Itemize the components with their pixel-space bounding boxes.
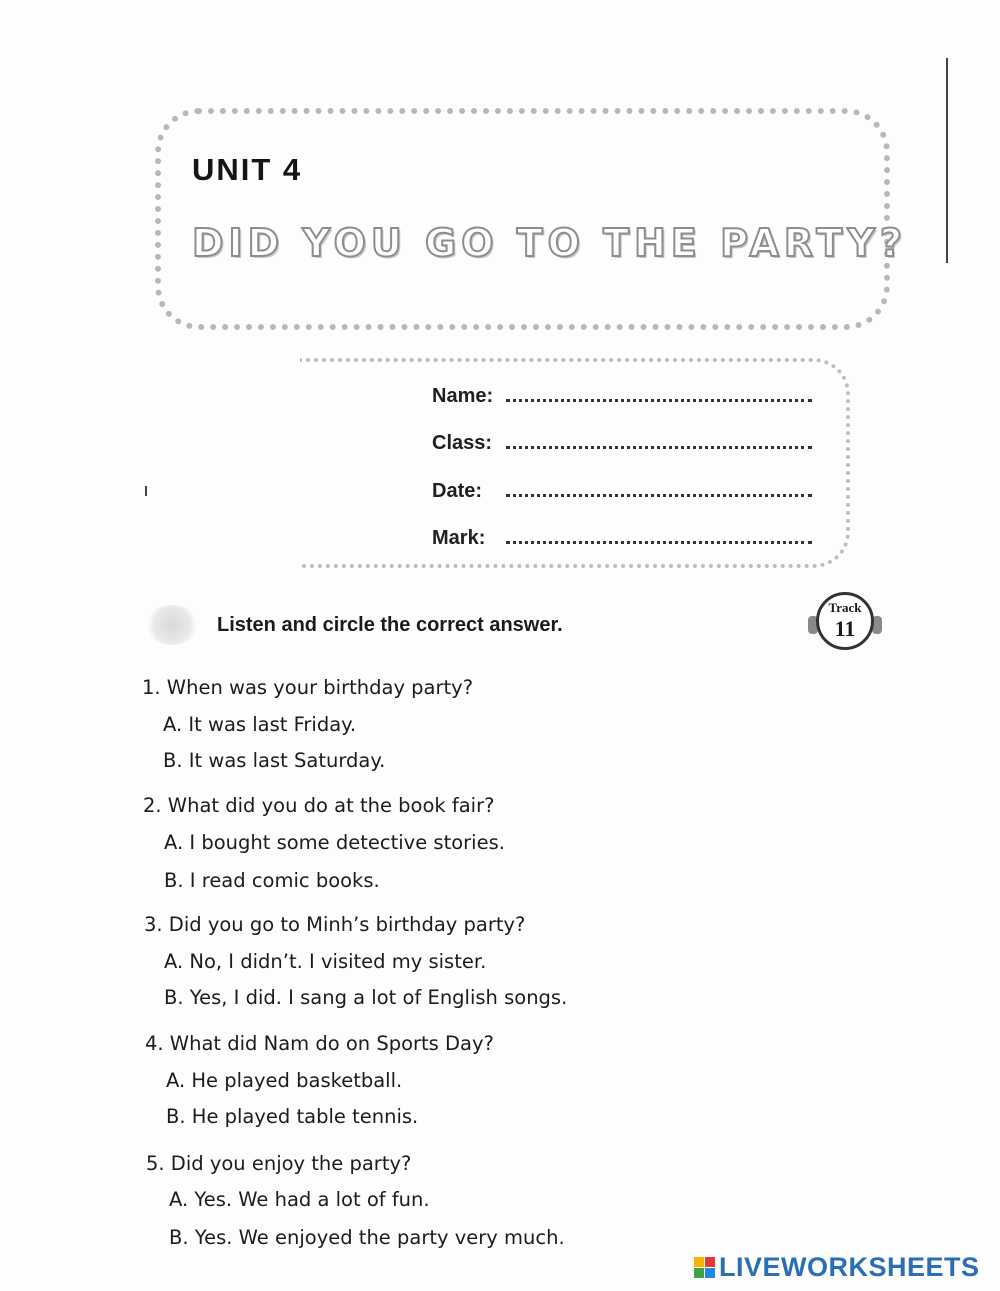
- question-3-option-b[interactable]: B. Yes, I did. I sang a lot of English songs.: [164, 986, 568, 1009]
- question-4-option-a[interactable]: A. He played basketball.: [166, 1069, 403, 1092]
- question-5: 5. Did you enjoy the party?: [146, 1152, 412, 1175]
- logo-square-green: [694, 1268, 704, 1278]
- liveworksheets-brand: LIVEWORKSHEETS: [719, 1251, 980, 1282]
- question-5-option-a[interactable]: A. Yes. We had a lot of fun.: [169, 1188, 430, 1211]
- logo-square-yellow: [694, 1257, 704, 1267]
- track-label: Track: [828, 600, 862, 615]
- date-field[interactable]: [432, 473, 812, 503]
- title-frame: [155, 108, 890, 330]
- class-blank[interactable]: [506, 444, 812, 449]
- mark-field[interactable]: [432, 520, 812, 550]
- scan-edge-line: [946, 58, 948, 263]
- liveworksheets-logo-icon: [694, 1257, 715, 1278]
- question-3-option-a[interactable]: A. No, I didn’t. I visited my sister.: [164, 950, 487, 973]
- date-blank[interactable]: [506, 492, 812, 497]
- track-badge: [808, 592, 884, 660]
- date-label: Date:: [432, 480, 483, 502]
- unit-title: UNIT 4: [192, 152, 303, 187]
- scan-speck: [145, 486, 147, 496]
- question-2-option-a[interactable]: A. I bought some detective stories.: [164, 831, 505, 854]
- question-2-option-b[interactable]: B. I read comic books.: [164, 869, 380, 892]
- question-4: 4. What did Nam do on Sports Day?: [145, 1032, 494, 1055]
- question-4-option-b[interactable]: B. He played table tennis.: [166, 1105, 419, 1128]
- question-1-option-a[interactable]: A. It was last Friday.: [163, 713, 357, 736]
- name-label: Name:: [432, 385, 494, 407]
- page-title: DID YOU GO TO THE PARTY?: [192, 221, 907, 265]
- logo-square-red: [705, 1257, 715, 1267]
- class-field[interactable]: [432, 425, 812, 455]
- name-blank[interactable]: [506, 397, 812, 402]
- track-number: 11: [834, 616, 856, 641]
- name-field[interactable]: [432, 378, 812, 408]
- class-label: Class:: [432, 432, 493, 454]
- question-1: 1. When was your birthday party?: [142, 676, 474, 699]
- mark-label: Mark:: [432, 527, 486, 549]
- question-1-option-b[interactable]: B. It was last Saturday.: [163, 749, 386, 772]
- exercise-instruction: Listen and circle the correct answer.: [217, 614, 563, 636]
- mark-blank[interactable]: [506, 539, 812, 544]
- logo-square-blue: [705, 1268, 715, 1278]
- question-5-option-b[interactable]: B. Yes. We enjoyed the party very much.: [169, 1226, 565, 1249]
- question-2: 2. What did you do at the book fair?: [143, 794, 495, 817]
- question-3: 3. Did you go to Minh’s birthday party?: [144, 913, 526, 936]
- liveworksheets-watermark: [694, 1252, 980, 1282]
- exercise-icon: [146, 605, 198, 645]
